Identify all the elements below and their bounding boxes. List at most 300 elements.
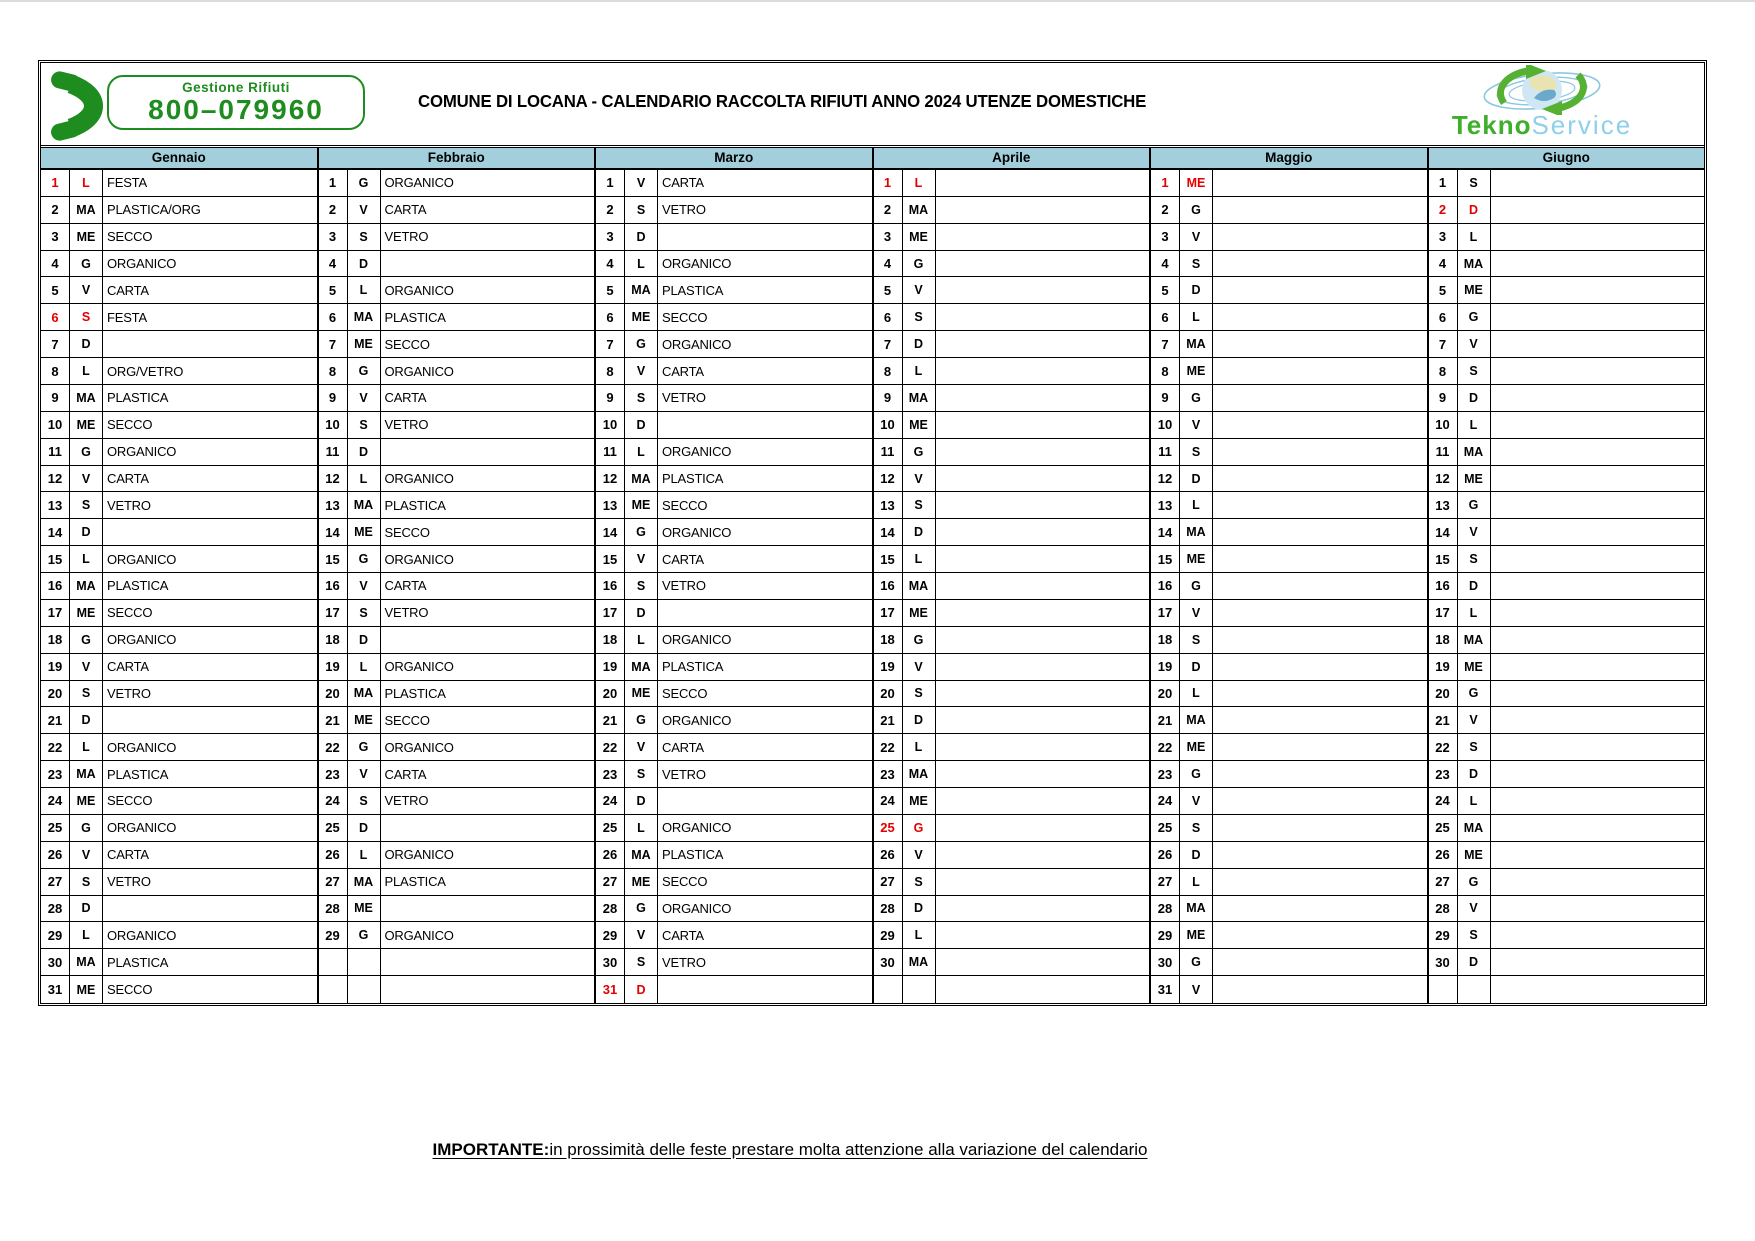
- collection-type-cell: [936, 519, 1150, 546]
- day-number-cell: 9: [41, 385, 70, 412]
- weekday-cell: V: [625, 170, 658, 197]
- day-number-cell: 26: [596, 842, 625, 869]
- collection-type-cell: [381, 896, 595, 923]
- day-number-cell: 8: [41, 358, 70, 385]
- collection-type-cell: VETRO: [381, 224, 595, 251]
- day-number-cell: 8: [596, 358, 625, 385]
- collection-type-cell: ORGANICO: [381, 842, 595, 869]
- weekday-cell: G: [1180, 761, 1213, 788]
- collection-type-cell: [936, 546, 1150, 573]
- collection-type-cell: [381, 627, 595, 654]
- collection-type-cell: [936, 573, 1150, 600]
- weekday-cell: ME: [348, 519, 381, 546]
- collection-type-cell: [103, 707, 317, 734]
- weekday-cell: MA: [1180, 331, 1213, 358]
- collection-type-cell: CARTA: [103, 842, 317, 869]
- weekday-cell: L: [903, 922, 936, 949]
- weekday-cell: MA: [1458, 439, 1491, 466]
- day-number-cell: 8: [1151, 358, 1180, 385]
- collection-type-cell: VETRO: [103, 869, 317, 896]
- day-number-cell: 27: [1429, 869, 1458, 896]
- collection-type-cell: SECCO: [658, 681, 872, 708]
- collection-type-cell: [1491, 788, 1705, 815]
- collection-type-cell: [936, 654, 1150, 681]
- collection-type-cell: [1213, 707, 1427, 734]
- weekday-cell: D: [348, 439, 381, 466]
- weekday-cell: L: [625, 439, 658, 466]
- collection-type-cell: [658, 412, 872, 439]
- weekday-cell: ME: [903, 224, 936, 251]
- collection-type-cell: [1213, 627, 1427, 654]
- month-header: Aprile: [874, 148, 1150, 170]
- day-number-cell: 5: [1429, 277, 1458, 304]
- collection-type-cell: [936, 896, 1150, 923]
- day-number-cell: 26: [41, 842, 70, 869]
- day-number-cell: 16: [1429, 573, 1458, 600]
- collection-type-cell: CARTA: [658, 922, 872, 949]
- day-number-cell: 18: [596, 627, 625, 654]
- weekday-cell: V: [625, 734, 658, 761]
- collection-type-cell: [936, 761, 1150, 788]
- collection-type-cell: [936, 251, 1150, 278]
- collection-type-cell: CARTA: [381, 197, 595, 224]
- collection-type-cell: VETRO: [658, 949, 872, 976]
- month-header: Febbraio: [319, 148, 595, 170]
- weekday-cell: S: [903, 869, 936, 896]
- phone-handset-icon: [49, 71, 115, 141]
- day-number-cell: 21: [874, 707, 903, 734]
- collection-type-cell: SECCO: [381, 519, 595, 546]
- weekday-cell: MA: [70, 949, 103, 976]
- weekday-cell: G: [348, 922, 381, 949]
- collection-type-cell: ORGANICO: [381, 546, 595, 573]
- weekday-cell: L: [1180, 304, 1213, 331]
- day-number-cell: 10: [41, 412, 70, 439]
- collection-type-cell: [936, 170, 1150, 197]
- day-number-cell: 13: [41, 492, 70, 519]
- day-number-cell: 6: [596, 304, 625, 331]
- collection-type-cell: [1491, 896, 1705, 923]
- day-number-cell: 30: [1429, 949, 1458, 976]
- day-number-cell: 1: [874, 170, 903, 197]
- weekday-cell: MA: [1458, 251, 1491, 278]
- day-number-cell: 24: [1429, 788, 1458, 815]
- day-number-cell: 7: [1151, 331, 1180, 358]
- weekday-cell: D: [70, 896, 103, 923]
- footer-label: IMPORTANTE:: [432, 1140, 550, 1159]
- day-number-cell: 9: [319, 385, 348, 412]
- collection-type-cell: [1213, 976, 1427, 1003]
- day-number-cell: 4: [874, 251, 903, 278]
- collection-type-cell: [1491, 197, 1705, 224]
- weekday-cell: ME: [70, 600, 103, 627]
- weekday-cell: ME: [903, 788, 936, 815]
- collection-type-cell: [1491, 654, 1705, 681]
- day-number-cell: 6: [319, 304, 348, 331]
- day-number-cell: 30: [596, 949, 625, 976]
- month-grid: [41, 170, 317, 1003]
- weekday-cell: MA: [625, 466, 658, 493]
- month-column-gennaio: [41, 148, 319, 1003]
- collection-type-cell: [936, 439, 1150, 466]
- day-number-cell: 11: [1151, 439, 1180, 466]
- collection-type-cell: [1213, 573, 1427, 600]
- weekday-cell: L: [903, 358, 936, 385]
- collection-type-cell: [1491, 600, 1705, 627]
- day-number-cell: 29: [1151, 922, 1180, 949]
- day-number-cell: 2: [1151, 197, 1180, 224]
- collection-type-cell: [1491, 546, 1705, 573]
- weekday-cell: G: [1458, 304, 1491, 331]
- day-number-cell: 17: [1151, 600, 1180, 627]
- day-number-cell: 26: [1151, 842, 1180, 869]
- weekday-cell: [348, 976, 381, 1003]
- month-grid: [874, 170, 1150, 1003]
- day-number-cell: 22: [1151, 734, 1180, 761]
- weekday-cell: L: [625, 627, 658, 654]
- collection-type-cell: FESTA: [103, 304, 317, 331]
- collection-type-cell: [103, 519, 317, 546]
- weekday-cell: S: [903, 304, 936, 331]
- weekday-cell: L: [1458, 600, 1491, 627]
- collection-type-cell: [936, 842, 1150, 869]
- month-header: Marzo: [596, 148, 872, 170]
- day-number-cell: 3: [874, 224, 903, 251]
- weekday-cell: [903, 976, 936, 1003]
- collection-type-cell: CARTA: [381, 761, 595, 788]
- weekday-cell: V: [348, 385, 381, 412]
- collection-type-cell: [1213, 600, 1427, 627]
- day-number-cell: 12: [41, 466, 70, 493]
- day-number-cell: 6: [874, 304, 903, 331]
- collection-type-cell: [658, 788, 872, 815]
- day-number-cell: 21: [1429, 707, 1458, 734]
- day-number-cell: 27: [874, 869, 903, 896]
- day-number-cell: 30: [874, 949, 903, 976]
- collection-type-cell: [1213, 922, 1427, 949]
- day-number-cell: 20: [1151, 681, 1180, 708]
- collection-type-cell: [1491, 251, 1705, 278]
- weekday-cell: V: [70, 842, 103, 869]
- day-number-cell: 22: [41, 734, 70, 761]
- weekday-cell: S: [70, 304, 103, 331]
- weekday-cell: S: [70, 681, 103, 708]
- weekday-cell: L: [70, 170, 103, 197]
- teknoservice-logo: [1422, 65, 1662, 143]
- weekday-cell: ME: [1458, 277, 1491, 304]
- weekday-cell: S: [1458, 358, 1491, 385]
- month-column-aprile: [874, 148, 1152, 1003]
- collection-type-cell: [936, 492, 1150, 519]
- day-number-cell: 12: [874, 466, 903, 493]
- weekday-cell: L: [903, 734, 936, 761]
- day-number-cell: 13: [596, 492, 625, 519]
- phone-number-box: [107, 75, 365, 130]
- day-number-cell: 2: [319, 197, 348, 224]
- collection-type-cell: SECCO: [107, 982, 153, 998]
- collection-type-cell: [1213, 197, 1427, 224]
- day-number-cell: 29: [1429, 922, 1458, 949]
- day-number-cell: 13: [1151, 492, 1180, 519]
- collection-type-cell: [1491, 815, 1705, 842]
- weekday-cell: G: [903, 815, 936, 842]
- weekday-cell: D: [625, 788, 658, 815]
- weekday-cell: MA: [903, 761, 936, 788]
- collection-type-cell: [1213, 412, 1427, 439]
- day-number-cell: 29: [596, 922, 625, 949]
- day-number-cell: 9: [1429, 385, 1458, 412]
- logo-globe-icon: [1422, 65, 1662, 115]
- weekday-cell: ME: [625, 492, 658, 519]
- day-number-cell: 1: [1429, 170, 1458, 197]
- collection-type-cell: [103, 896, 317, 923]
- collection-type-cell: [936, 734, 1150, 761]
- collection-type-cell: ORGANICO: [381, 466, 595, 493]
- month-header: Maggio: [1151, 148, 1427, 170]
- weekday-cell: MA: [70, 385, 103, 412]
- day-number-cell: 18: [319, 627, 348, 654]
- day-number-cell: 20: [596, 681, 625, 708]
- collection-type-cell: [1213, 466, 1427, 493]
- collection-type-cell: [658, 600, 872, 627]
- day-number-cell: 7: [41, 331, 70, 358]
- day-number-cell: 22: [596, 734, 625, 761]
- day-number-cell: 14: [596, 519, 625, 546]
- weekday-cell: V: [1180, 600, 1213, 627]
- day-number-cell: 7: [874, 331, 903, 358]
- day-number-cell: 28: [1429, 896, 1458, 923]
- weekday-cell: V: [903, 842, 936, 869]
- collection-type-cell: [1213, 331, 1427, 358]
- weekday-cell: D: [625, 976, 658, 1003]
- weekday-cell: G: [1180, 573, 1213, 600]
- weekday-cell: L: [70, 734, 103, 761]
- day-number-cell: 18: [1151, 627, 1180, 654]
- day-number-cell: 2: [596, 197, 625, 224]
- collection-type-cell: SECCO: [103, 412, 317, 439]
- collection-type-cell: [1491, 842, 1705, 869]
- collection-type-cell: [1213, 815, 1427, 842]
- weekday-cell: S: [348, 224, 381, 251]
- logo-text: [1422, 110, 1662, 141]
- collection-type-cell: [1213, 896, 1427, 923]
- collection-type-cell: ORGANICO: [103, 251, 317, 278]
- collection-type-cell: [1491, 466, 1705, 493]
- collection-type-cell: ORGANICO: [381, 277, 595, 304]
- collection-type-cell: SECCO: [103, 224, 317, 251]
- weekday-cell: S: [1180, 815, 1213, 842]
- collection-type-cell: [1491, 385, 1705, 412]
- day-number-cell: 25: [874, 815, 903, 842]
- collection-type-cell: [658, 224, 872, 251]
- day-number-cell: 9: [1151, 385, 1180, 412]
- footer-text: in prossimità delle feste prestare molta attenzione alla variazione del calendario: [549, 1140, 1148, 1159]
- weekday-cell: MA: [70, 761, 103, 788]
- month-grid: [596, 170, 872, 1003]
- collection-type-cell: [1213, 277, 1427, 304]
- weekday-cell: D: [70, 331, 103, 358]
- collection-type-cell: PLASTICA: [658, 842, 872, 869]
- day-number-cell: 20: [1429, 681, 1458, 708]
- collection-type-cell: [1491, 949, 1705, 976]
- weekday-cell: L: [1458, 224, 1491, 251]
- collection-type-cell: SECCO: [658, 869, 872, 896]
- collection-type-cell: VETRO: [103, 681, 317, 708]
- day-number-cell: 15: [596, 546, 625, 573]
- collection-type-cell: [936, 815, 1150, 842]
- collection-type-cell: [1213, 761, 1427, 788]
- collection-type-cell: [1213, 681, 1427, 708]
- weekday-cell: ME: [70, 976, 103, 1003]
- day-number-cell: 27: [319, 869, 348, 896]
- weekday-cell: ME: [1458, 842, 1491, 869]
- day-number-cell: 9: [874, 385, 903, 412]
- weekday-cell: MA: [625, 277, 658, 304]
- day-number-cell: 15: [1429, 546, 1458, 573]
- weekday-cell: V: [1458, 519, 1491, 546]
- weekday-cell: V: [625, 358, 658, 385]
- collection-type-cell: [1491, 224, 1705, 251]
- collection-type-cell: SECCO: [658, 304, 872, 331]
- day-number-cell: 11: [1429, 439, 1458, 466]
- weekday-cell: D: [70, 519, 103, 546]
- day-number-cell: 31: [41, 976, 70, 1003]
- collection-type-cell: PLASTICA: [381, 304, 595, 331]
- day-number-cell: 19: [874, 654, 903, 681]
- day-number-cell: 20: [874, 681, 903, 708]
- weekday-cell: ME: [903, 600, 936, 627]
- collection-type-cell: SECCO: [103, 600, 317, 627]
- day-number-cell: 21: [41, 707, 70, 734]
- collection-type-cell: [1491, 681, 1705, 708]
- weekday-cell: D: [1458, 761, 1491, 788]
- day-number-cell: 23: [1429, 761, 1458, 788]
- day-number-cell: 22: [319, 734, 348, 761]
- weekday-cell: D: [348, 627, 381, 654]
- collection-type-cell: ORGANICO: [658, 707, 872, 734]
- weekday-cell: V: [348, 761, 381, 788]
- weekday-cell: V: [70, 466, 103, 493]
- collection-type-cell: [1491, 707, 1705, 734]
- collection-type-cell: VETRO: [103, 492, 317, 519]
- collection-type-cell: [1491, 439, 1705, 466]
- day-number-cell: 15: [874, 546, 903, 573]
- weekday-cell: V: [1180, 976, 1213, 1003]
- collection-type-cell: CARTA: [658, 734, 872, 761]
- weekday-cell: L: [348, 466, 381, 493]
- collection-type-cell: [1213, 224, 1427, 251]
- day-number-cell: 3: [41, 224, 70, 251]
- weekday-cell: V: [903, 654, 936, 681]
- weekday-cell: ME: [1180, 922, 1213, 949]
- weekday-cell: D: [348, 251, 381, 278]
- day-number-cell: 2: [874, 197, 903, 224]
- weekday-cell: D: [1458, 197, 1491, 224]
- weekday-cell: MA: [903, 197, 936, 224]
- weekday-cell: S: [625, 573, 658, 600]
- weekday-cell: V: [1458, 331, 1491, 358]
- day-number-cell: 1: [41, 170, 70, 197]
- day-number-cell: 28: [874, 896, 903, 923]
- weekday-cell: L: [1180, 869, 1213, 896]
- collection-type-cell: ORGANICO: [103, 815, 317, 842]
- weekday-cell: G: [1458, 492, 1491, 519]
- day-number-cell: 27: [41, 869, 70, 896]
- collection-type-cell: [936, 627, 1150, 654]
- collection-type-cell: [381, 251, 595, 278]
- weekday-cell: ME: [1180, 170, 1213, 197]
- weekday-cell: G: [625, 707, 658, 734]
- collection-type-cell: [1491, 869, 1705, 896]
- day-number-cell: 6: [41, 304, 70, 331]
- weekday-cell: S: [1458, 734, 1491, 761]
- collection-type-cell: PLASTICA: [381, 681, 595, 708]
- day-number-cell: 15: [1151, 546, 1180, 573]
- collection-type-cell: [658, 976, 872, 1003]
- weekday-cell: ME: [348, 331, 381, 358]
- weekday-cell: S: [348, 412, 381, 439]
- day-number-cell: 2: [41, 197, 70, 224]
- weekday-cell: G: [70, 251, 103, 278]
- logo-text-tekno: Tekno: [1451, 110, 1532, 140]
- day-number-cell: 17: [1429, 600, 1458, 627]
- weekday-cell: D: [1458, 385, 1491, 412]
- day-number-cell: 24: [874, 788, 903, 815]
- weekday-cell: V: [625, 922, 658, 949]
- weekday-cell: ME: [1180, 358, 1213, 385]
- weekday-cell: G: [1458, 681, 1491, 708]
- weekday-cell: S: [1458, 170, 1491, 197]
- month-grid: [1151, 170, 1427, 1003]
- weekday-cell: ME: [903, 412, 936, 439]
- weekday-cell: D: [903, 896, 936, 923]
- collection-type-cell: [936, 707, 1150, 734]
- collection-type-cell: ORGANICO: [103, 734, 317, 761]
- collection-type-cell: [1213, 949, 1427, 976]
- day-number-cell: 18: [874, 627, 903, 654]
- weekday-cell: S: [70, 492, 103, 519]
- collection-type-cell: CARTA: [658, 358, 872, 385]
- weekday-cell: MA: [1458, 627, 1491, 654]
- day-number-cell: 11: [874, 439, 903, 466]
- day-number-cell: 23: [874, 761, 903, 788]
- weekday-cell: MA: [348, 492, 381, 519]
- phone-service-label: Gestione Rifiuti: [182, 79, 290, 95]
- header-band: [41, 63, 1704, 145]
- collection-type-cell: ORGANICO: [381, 654, 595, 681]
- day-number-cell: 23: [319, 761, 348, 788]
- weekday-cell: S: [625, 949, 658, 976]
- collection-type-cell: ORGANICO: [103, 627, 317, 654]
- weekday-cell: ME: [1180, 546, 1213, 573]
- day-number-cell: 28: [319, 896, 348, 923]
- weekday-cell: [1458, 976, 1491, 1003]
- weekday-cell: S: [625, 761, 658, 788]
- collection-type-cell: [381, 439, 595, 466]
- day-number-cell: 28: [596, 896, 625, 923]
- day-number-cell: 25: [1429, 815, 1458, 842]
- weekday-cell: MA: [625, 654, 658, 681]
- collection-type-cell: ORGANICO: [658, 627, 872, 654]
- collection-type-cell: PLASTICA: [103, 573, 317, 600]
- collection-type-cell: ORGANICO: [658, 251, 872, 278]
- collection-type-cell: VETRO: [381, 412, 595, 439]
- collection-type-cell: ORGANICO: [103, 922, 317, 949]
- collection-type-cell: ORGANICO: [658, 331, 872, 358]
- weekday-cell: G: [1180, 197, 1213, 224]
- weekday-cell: V: [70, 654, 103, 681]
- collection-type-cell: [1213, 788, 1427, 815]
